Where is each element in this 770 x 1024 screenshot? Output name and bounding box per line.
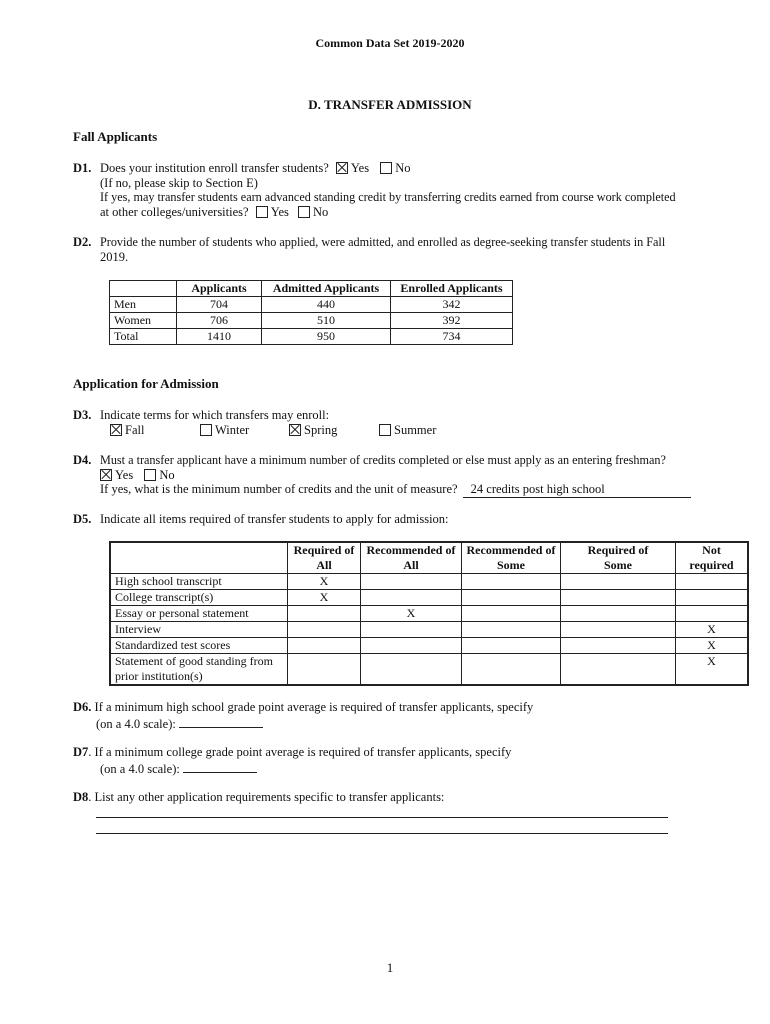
- cell-value: 950: [262, 329, 391, 345]
- cell-mark: [361, 654, 462, 686]
- cell-mark: [288, 638, 361, 654]
- item-label: Interview: [110, 622, 288, 638]
- cell-value: 1410: [177, 329, 262, 345]
- d2-line1: Provide the number of students who applied, were admitted, and enrolled as degree-seeking transfer students in Fall: [100, 235, 666, 249]
- d2-header-applicants: Applicants: [177, 281, 262, 297]
- cell-mark: [561, 590, 676, 606]
- cell-mark: [462, 574, 561, 590]
- term-summer: [379, 423, 436, 438]
- d2-number: D2.: [73, 235, 92, 249]
- cell-mark: [361, 590, 462, 606]
- cell-mark: [462, 622, 561, 638]
- d7-line1: . If a minimum college grade point average is required of transfer applicants, specify: [88, 745, 512, 759]
- d2-header-blank: [110, 281, 177, 297]
- cell-mark: [462, 606, 561, 622]
- item-label: Standardized test scores: [110, 638, 288, 654]
- cell-mark: X: [676, 638, 749, 654]
- d5-header-not-required: Not required: [676, 542, 749, 574]
- row-label: Total: [110, 329, 177, 345]
- d1-followup-no-checkbox[interactable]: [298, 206, 310, 218]
- d2-table: [109, 280, 513, 345]
- d1-followup-yes-checkbox[interactable]: [256, 206, 268, 218]
- fall-applicants-heading: Fall Applicants: [73, 129, 158, 144]
- term-fall-checkbox[interactable]: [110, 424, 122, 436]
- cell-mark: X: [288, 590, 361, 606]
- cell-value: 734: [391, 329, 513, 345]
- d4-question: Must a transfer applicant have a minimum number of credits completed or else must apply as an entering freshman?: [100, 453, 666, 467]
- d2-header-enrolled: Enrolled Applicants: [391, 281, 513, 297]
- d4-followup-row: [100, 482, 691, 498]
- d5-table: [109, 541, 749, 686]
- d1-question-row: [100, 161, 411, 176]
- d1-yes-checkbox[interactable]: [336, 162, 348, 174]
- d8-answer-line-1[interactable]: [96, 817, 668, 818]
- d1-note: (If no, please skip to Section E): [100, 176, 258, 190]
- d6-line2: (on a 4.0 scale):: [96, 717, 176, 731]
- table-row: [110, 590, 748, 606]
- table-row: [110, 574, 748, 590]
- term-fall-label: Fall: [125, 423, 145, 437]
- row-label: Men: [110, 297, 177, 313]
- cell-value: 392: [391, 313, 513, 329]
- d2-line2: 2019.: [100, 250, 129, 264]
- d5-header-required-all: Required of All: [288, 542, 361, 574]
- d4-no-checkbox[interactable]: [144, 469, 156, 481]
- item-label: College transcript(s): [110, 590, 288, 606]
- d6-number: D6.: [73, 700, 92, 714]
- cell-value: 342: [391, 297, 513, 313]
- cell-mark: [361, 622, 462, 638]
- d1-followup-yes-label: Yes: [270, 205, 289, 219]
- cell-mark: [676, 606, 749, 622]
- table-row: [110, 313, 513, 329]
- d8-number: D8: [73, 790, 89, 804]
- d2-table-header-row: [110, 281, 513, 297]
- d4-no-label: No: [159, 468, 175, 482]
- item-label: Statement of good standing from prior institution(s): [110, 654, 288, 686]
- cell-mark: [361, 638, 462, 654]
- cell-mark: X: [676, 654, 749, 686]
- cell-mark: [561, 654, 676, 686]
- page-header: Common Data Set 2019-2020: [315, 36, 465, 50]
- table-row: [110, 329, 513, 345]
- d5-number: D5.: [73, 512, 92, 526]
- cell-mark: [462, 638, 561, 654]
- term-winter: [200, 423, 249, 438]
- term-winter-label: Winter: [215, 423, 250, 437]
- item-label: Essay or personal statement: [110, 606, 288, 622]
- cell-mark: [561, 606, 676, 622]
- d5-header-recommended-all: Recommended of All: [361, 542, 462, 574]
- term-spring: [289, 423, 337, 438]
- cell-mark: [462, 654, 561, 686]
- cell-mark: X: [361, 606, 462, 622]
- d4-answer: 24 credits post high school: [470, 482, 605, 496]
- cell-value: 440: [262, 297, 391, 313]
- d5-header-recommended-some: Recommended of Some: [462, 542, 561, 574]
- d7-line2: (on a 4.0 scale):: [100, 762, 180, 776]
- section-title: D. TRANSFER ADMISSION: [308, 97, 472, 112]
- d4-followup: If yes, what is the minimum number of credits and the unit of measure?: [100, 482, 458, 496]
- d6-line1: If a minimum high school grade point average is required of transfer applicants, specify: [94, 700, 534, 714]
- d7-answer-field[interactable]: [183, 760, 257, 773]
- term-spring-checkbox[interactable]: [289, 424, 301, 436]
- d5-header-required-some: Required of Some: [561, 542, 676, 574]
- d5-header-blank: [110, 542, 288, 574]
- d8-answer-line-2[interactable]: [96, 833, 668, 834]
- cell-mark: [462, 590, 561, 606]
- table-row: [110, 606, 748, 622]
- d5-question: Indicate all items required of transfer students to apply for admission:: [100, 512, 449, 526]
- term-fall: [110, 423, 144, 438]
- table-row: [110, 622, 748, 638]
- page-number: 1: [386, 960, 394, 975]
- cell-mark: [561, 574, 676, 590]
- cell-value: 706: [177, 313, 262, 329]
- d3-number: D3.: [73, 408, 92, 422]
- term-winter-checkbox[interactable]: [200, 424, 212, 436]
- d1-no-label: No: [395, 161, 411, 175]
- d8-row: [73, 790, 444, 805]
- term-summer-checkbox[interactable]: [379, 424, 391, 436]
- d1-no-checkbox[interactable]: [380, 162, 392, 174]
- table-row: [110, 297, 513, 313]
- d2-header-admitted: Admitted Applicants: [262, 281, 391, 297]
- row-label: Women: [110, 313, 177, 329]
- d7-answer-row: [100, 760, 257, 777]
- cell-mark: [288, 606, 361, 622]
- d7-row: [73, 745, 511, 760]
- cell-mark: [561, 638, 676, 654]
- cell-mark: [288, 654, 361, 686]
- table-row: [110, 638, 748, 654]
- d1-followup-row: [100, 205, 328, 220]
- cell-mark: [288, 622, 361, 638]
- d6-answer-row: [96, 715, 263, 732]
- d8-line1: . List any other application requirements specific to transfer applicants:: [88, 790, 445, 804]
- term-spring-label: Spring: [304, 423, 338, 437]
- application-heading: Application for Admission: [73, 376, 219, 391]
- d4-yes-label: Yes: [115, 468, 134, 482]
- d4-answer-field[interactable]: [463, 482, 691, 498]
- cell-mark: X: [288, 574, 361, 590]
- cell-mark: [676, 590, 749, 606]
- d6-answer-field[interactable]: [179, 715, 263, 728]
- d6-row: [73, 700, 533, 715]
- d1-number: D1.: [73, 161, 92, 175]
- table-row: [110, 654, 748, 686]
- cell-mark: X: [676, 622, 749, 638]
- d4-number: D4.: [73, 453, 92, 467]
- item-label: High school transcript: [110, 574, 288, 590]
- cell-value: 704: [177, 297, 262, 313]
- d4-options: [100, 468, 175, 483]
- d7-number: D7: [73, 745, 89, 759]
- d1-followup-line1: If yes, may transfer students earn advanced standing credit by transferring credits earned from course work completed: [100, 190, 676, 204]
- cell-mark: [676, 574, 749, 590]
- cell-mark: [561, 622, 676, 638]
- d1-yes-label: Yes: [350, 161, 370, 175]
- term-summer-label: Summer: [394, 423, 437, 437]
- d1-followup-line2: at other colleges/universities?: [100, 205, 249, 219]
- cell-mark: [361, 574, 462, 590]
- d3-question: Indicate terms for which transfers may enroll:: [100, 408, 330, 422]
- cell-value: 510: [262, 313, 391, 329]
- d5-table-header-row: [110, 542, 748, 574]
- d1-followup-no-label: No: [313, 205, 329, 219]
- d1-question: Does your institution enroll transfer students?: [100, 161, 329, 175]
- d4-yes-checkbox[interactable]: [100, 469, 112, 481]
